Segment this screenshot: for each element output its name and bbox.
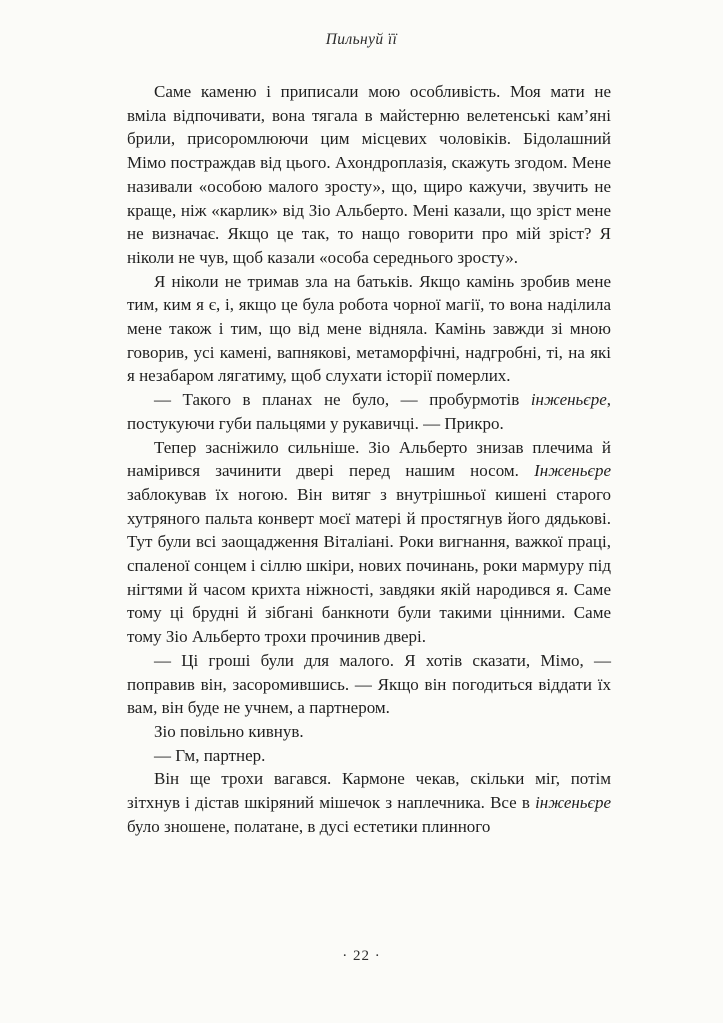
page-text	[127, 80, 611, 839]
text-segment: Він ще трохи вагався. Кармоне чекав, скільки міг, потім зітхнув і дістав шкіряний мішечок з наплечника. Все в	[127, 769, 611, 813]
paragraph	[127, 767, 611, 838]
paragraph	[127, 80, 611, 270]
running-header: Пильнуй її	[325, 31, 398, 48]
text-segment: — Ці гроші були для малого. Я хотів сказати, Мімо, — поправив він, засоромившись. — Якщо він погодиться віддати їх вам, він буде не учнем, а партнером.	[127, 650, 611, 718]
text-segment: було зношене, полатане, в дусі естетики плинного	[127, 816, 491, 836]
text-segment: — Гм, партнер.	[154, 745, 266, 765]
text-segment: , постукуючи губи пальцями у рукавичці. — Прикро.	[127, 390, 611, 433]
paragraph	[127, 720, 611, 744]
italic-text-segment: інженьєре	[530, 390, 607, 410]
italic-text-segment: Інженьєре	[534, 461, 611, 481]
italic-text-segment: інженьєре	[535, 793, 611, 813]
paragraph	[127, 388, 611, 435]
paragraph	[127, 744, 611, 768]
text-segment: Я ніколи не тримав зла на батьків. Якщо камінь зробив мене тим, ким я є, і, якщо це була робота чорної магії, то вона наділила мене також і тим, що від мене відняла. Камінь завжди зі мною говорив, усі камені, вапнякові, метаморфічні, надгробні, ті, на які я незабаром лягатиму, щоб слухати історії померлих.	[127, 271, 611, 386]
page-number: · 22 ·	[342, 948, 381, 964]
text-segment: Зіо повільно кивнув.	[154, 721, 304, 741]
text-segment: Саме каменю і приписали мою особливість. Моя мати не вміла відпочивати, вона тягала в майстерню велетенські кам’яні брили, присоромлюючи цим місцевих чоловіків. Бідолашний Мімо постраждав від цього. Ахондроплазія, скажуть згодом. Мене називали «особою малого зросту», що, щиро кажучи, звучить не краще, ніж «карлик» від Зіо Альберто. Мені казали, що зріст мене не визначає. Якщо це так, то нащо говорити про мій зріст? Я ніколи не чув, щоб казали «особа середнього зросту».	[127, 82, 611, 267]
paragraph	[127, 270, 611, 389]
text-segment: Тепер засніжило сильніше. Зіо Альберто знизав плечима й намірився зачинити двері перед нашим носом.	[127, 437, 611, 481]
paragraph	[127, 436, 611, 649]
paragraph	[127, 649, 611, 720]
text-segment: — Такого в планах не було, — пробурмотів	[154, 390, 531, 410]
text-segment: заблокував їх ногою. Він витяг з внутрішньої кишені старого хутряного пальта конверт моєї матері й простягнув його дядькові. Тут були всі заощадження Віталіані. Роки вигнання, важкої праці, спаленої сонцем і сіллю шкіри, нових починань, роки мармуру під нігтями й часом крихта ніжності, завдяки якій народився я. Саме тому ці брудні й зібгані банкноти були такими цінними. Саме тому Зіо Альберто трохи прочинив двері.	[127, 484, 611, 647]
